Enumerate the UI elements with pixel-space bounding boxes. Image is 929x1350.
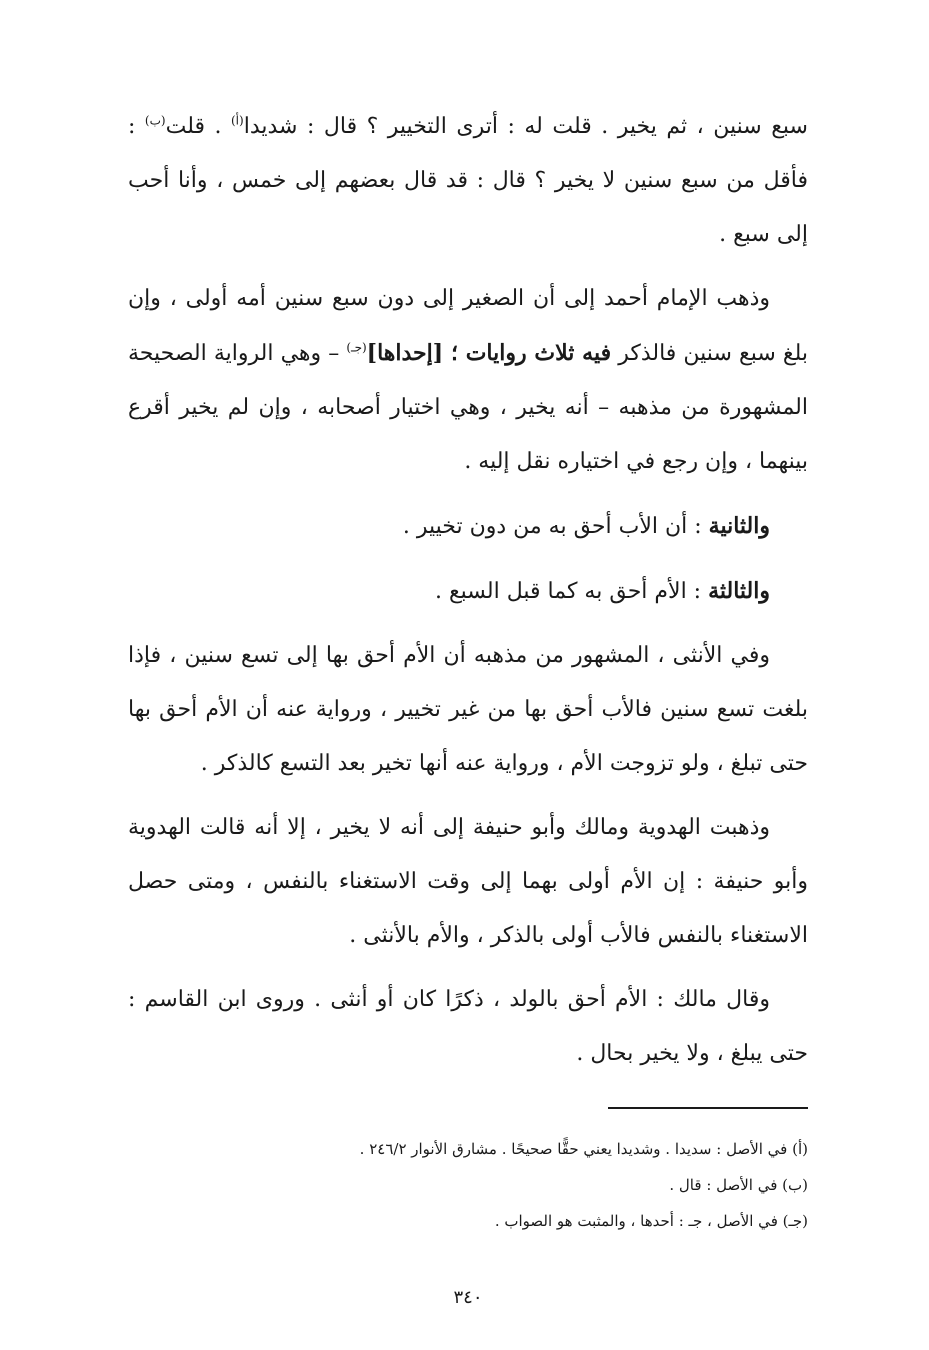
paragraph-2-part-a: وذهب الإمام أحمد إلى أن الصغير إلى دون سبع سنين أمه أولى ، وإن بلغ سبع سنين فالذكر <box>128 286 809 366</box>
footnote-marker-a: (أ) <box>231 113 244 128</box>
paragraph-5: وفي الأنثى ، المشهور من مذهبه أن الأم أحق بها إلى تسع سنين ، فإذا بلغت تسع سنين فالأب أحق بها من غير تخيير ، ورواية عنه أن الأم أحق بها حتى تبلغ ، ولو تزوجت الأم ، ورواية عنه أنها تخير بعد التسع كالذكر . <box>128 643 808 776</box>
paragraph-1 <box>128 100 808 262</box>
paragraph-4-text: : الأم أحق به كما قبل السبع . <box>434 579 709 604</box>
paragraph-2-part-b: – وهي الرواية الصحيحة المشهورة من مذهبه – أنه يخير ، وهي اختيار أصحابه ، وإن لم يخير أقرع بينهما ، وإن رجع في اختياره نقل إليه . <box>128 341 808 474</box>
paragraph-7: وقال مالك : الأم أحق بالولد ، ذكرًا كان أو أنثى . وروى ابن القاسم : حتى يبلغ ، ولا يخير بحال . <box>128 987 808 1066</box>
footnote-marker-c: (جـ) <box>346 340 367 355</box>
paragraph-3-label: والثانية <box>708 513 770 539</box>
footnote-divider <box>608 1107 808 1109</box>
page <box>128 100 808 1308</box>
footnote-b: (ب) في الأصل : قال . <box>669 1176 808 1194</box>
footnote-c: (جـ) في الأصل ، جـ : أحدها ، والمثبت هو الصواب . <box>494 1212 808 1230</box>
paragraph-4-label: والثالثة <box>708 578 770 604</box>
paragraph-4 <box>128 564 808 619</box>
paragraph-1-part-b: . قلت <box>165 114 231 139</box>
page-number: ٣٤٠ <box>453 1287 483 1308</box>
footnotes <box>128 1131 808 1239</box>
footnote-a: (أ) في الأصل : سديدا . وشديدا يعني حقًّا صحيحًا . مشارق الأنوار ٢٤٦/٢ . <box>359 1140 808 1158</box>
paragraph-6: وذهبت الهدوية ومالك وأبو حنيفة إلى أنه لا يخير ، إلا أنه قالت الهدوية وأبو حنيفة : إن الأم أولى بهما إلى وقت الاستغناء بالنفس ، ومتى حصل الاستغناء بالنفس فالأب أولى بالذكر ، والأم بالأنثى . <box>128 815 808 948</box>
paragraph-1-part-a: سبع سنين ، ثم يخير . قلت له : أترى التخيير ؟ قال : شديدا <box>243 114 808 139</box>
paragraph-2 <box>128 272 808 489</box>
footnote-marker-b: (ب) <box>144 113 166 128</box>
paragraph-3 <box>128 499 808 554</box>
main-text <box>128 100 808 1081</box>
paragraph-2-bold: فيه ثلاث روايات ؛ [إحداها] <box>366 340 612 366</box>
paragraph-3-text: : أن الأب أحق به من دون تخيير . <box>402 514 709 539</box>
paragraph-1-part-c: : فأقل من سبع سنين لا يخير ؟ قال : قد قال بعضهم إلى خمس ، وأنا أحب إلى سبع . <box>128 114 808 247</box>
